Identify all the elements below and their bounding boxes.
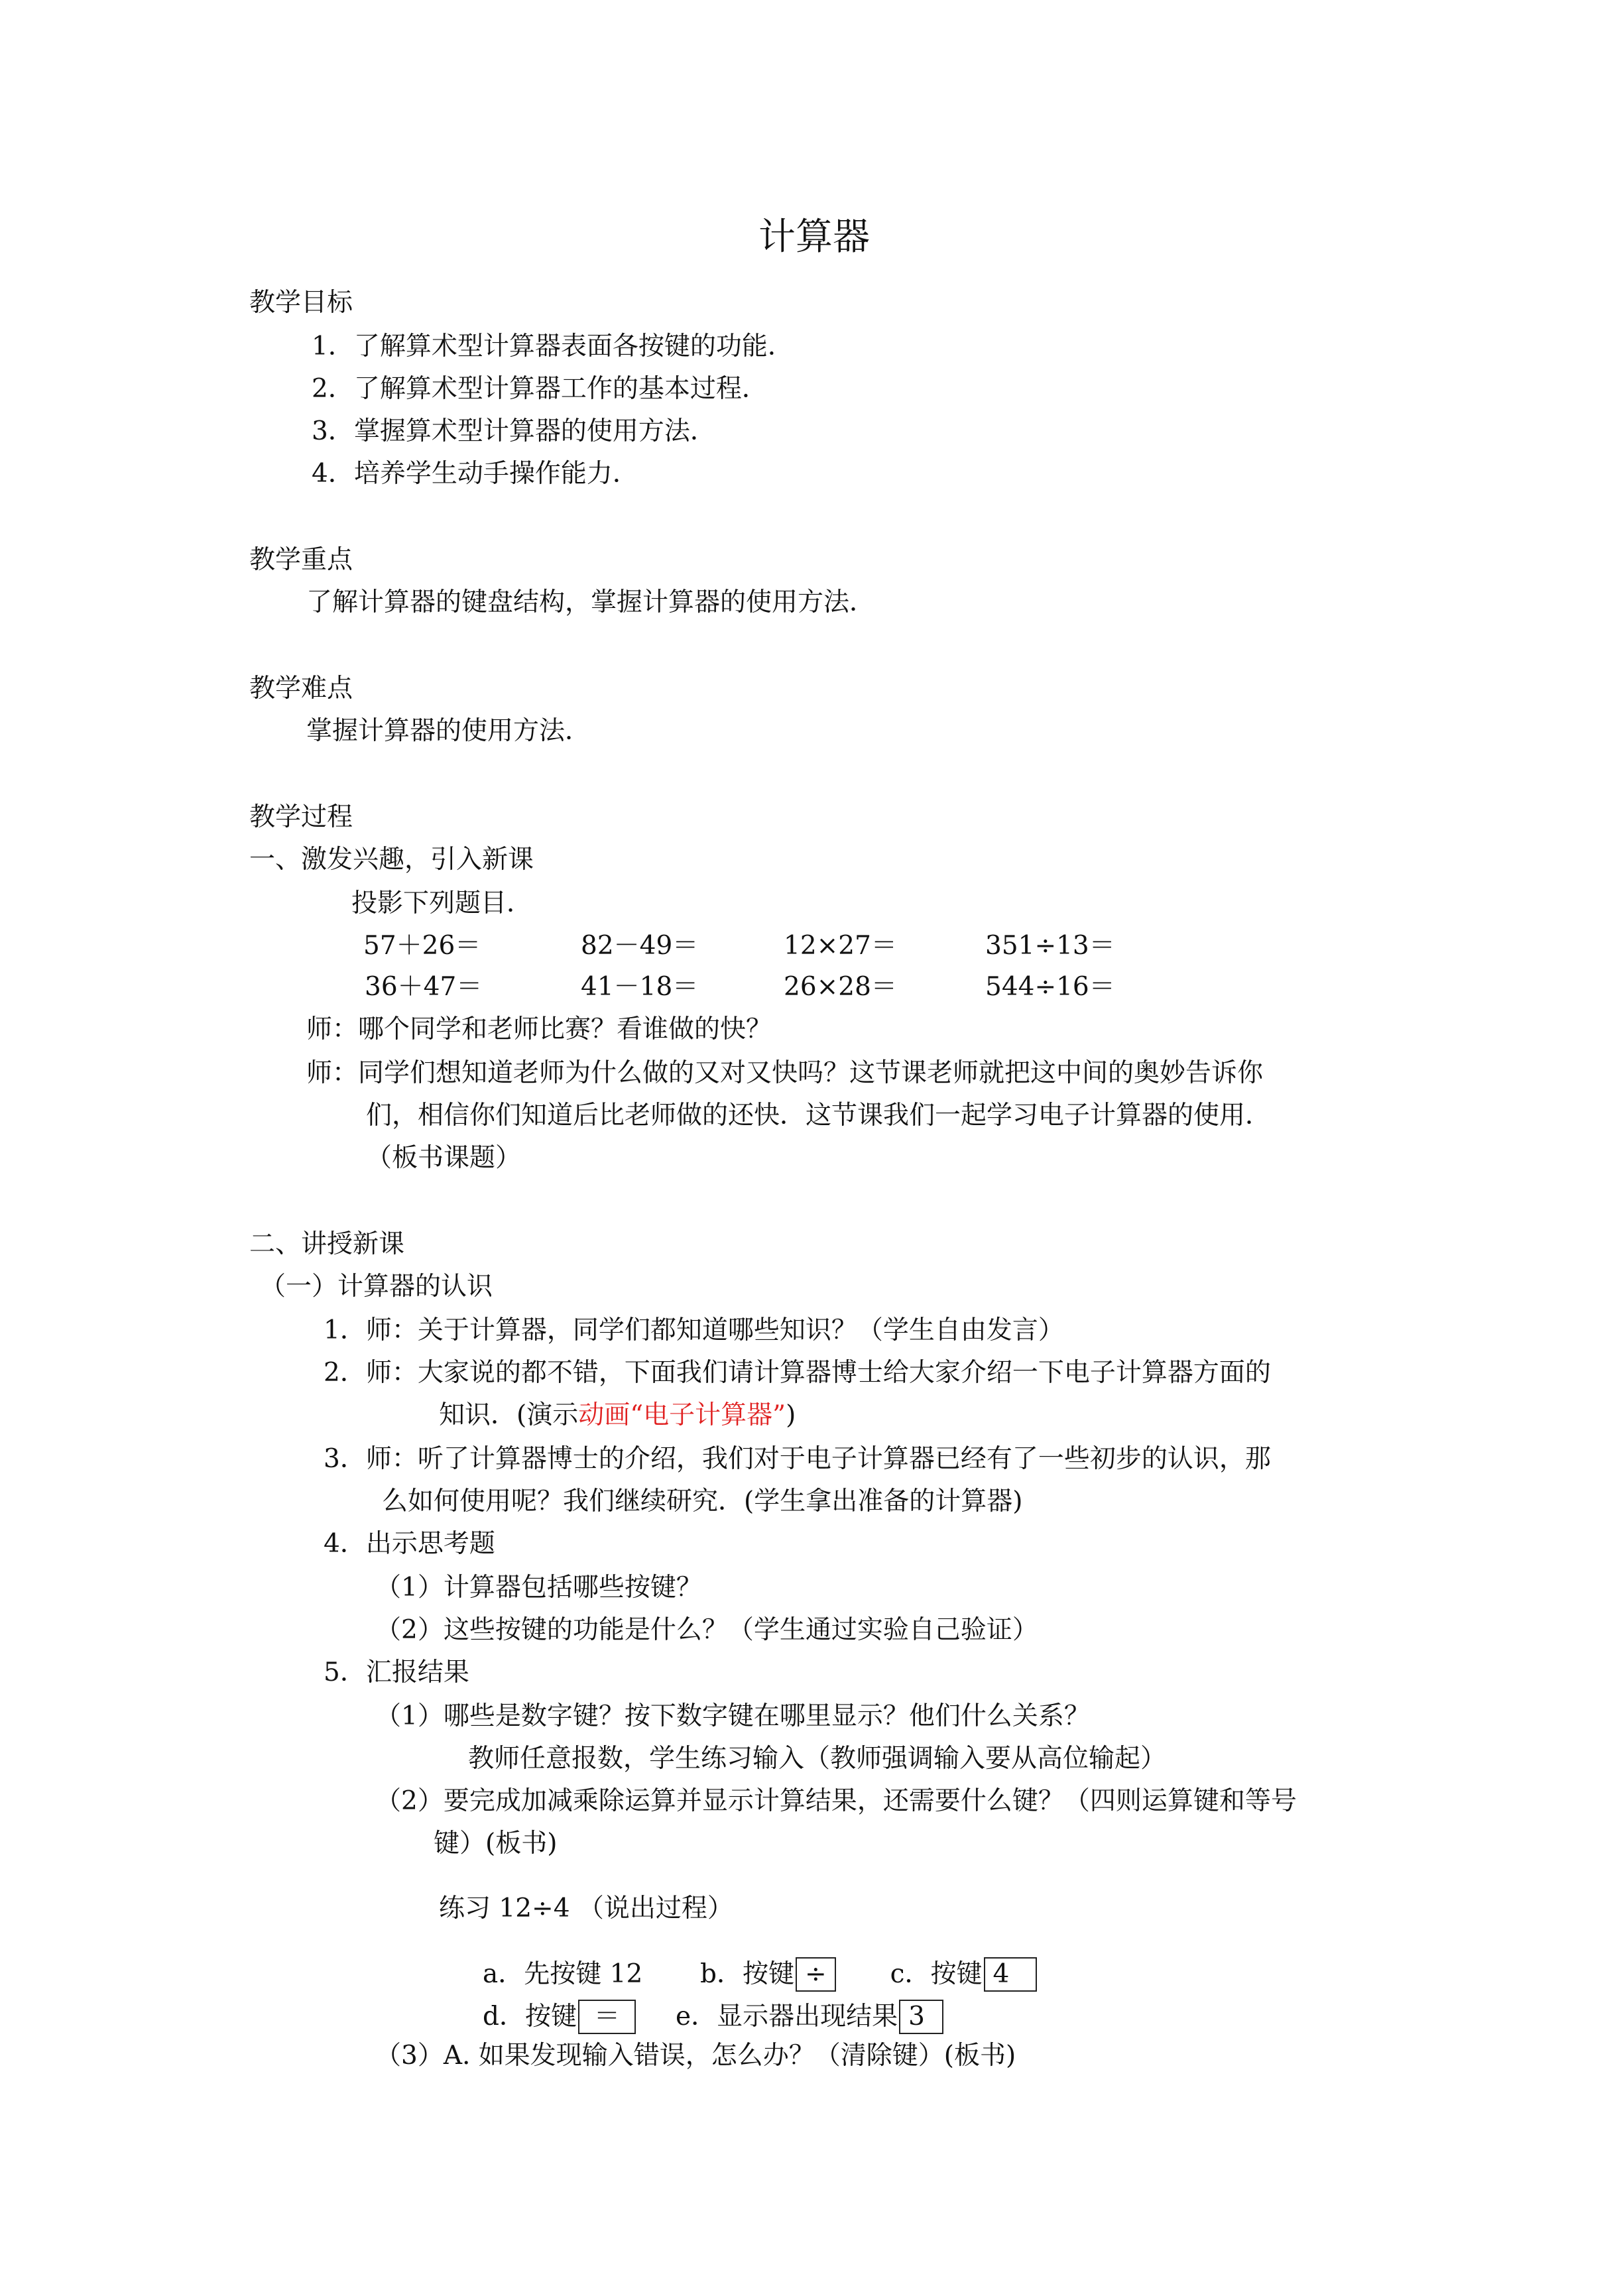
projection-intro: 投影下列题目． xyxy=(351,888,533,918)
problem: 82－49＝ xyxy=(581,931,699,961)
result-item: （2）要完成加减乘除运算并显示计算结果，还需要什么键？（四则运算键和等号 xyxy=(375,1786,1297,1816)
equals-key: ＝ xyxy=(578,2000,636,2034)
problem: 351÷13＝ xyxy=(985,931,1115,961)
step-item: 3．师：听了计算器博士的介绍，我们对于电子计算器已经有了一些初步的认识，那 xyxy=(324,1444,1271,1474)
problem: 544÷16＝ xyxy=(985,972,1115,1002)
section-heading-process: 教学过程 xyxy=(249,802,353,832)
result-display: 3 xyxy=(899,2000,943,2034)
practice-line: 练习 12÷4 （说出过程） xyxy=(439,1894,733,1923)
practice-step-b: b．按键 xyxy=(700,1959,794,1989)
teacher-line: 师：同学们想知道老师为什么做的又对又快吗？这节课老师就把这中间的奥妙告诉你 xyxy=(306,1058,1264,1088)
result-subitem: 教师任意报数，学生练习输入（教师强调输入要从高位输起） xyxy=(468,1744,1167,1774)
practice-step-d: d．按键 xyxy=(483,2002,577,2031)
step-item-cont: 么如何使用呢？我们继续研究．(学生拿出准备的计算器) xyxy=(382,1486,1023,1516)
four-key: 4 xyxy=(984,1957,1038,1992)
practice-step-row xyxy=(483,2000,943,2034)
section-heading-goals: 教学目标 xyxy=(249,288,353,318)
practice-step-c: c．按键 xyxy=(890,1959,983,1989)
step-item: 4．出示思考题 xyxy=(324,1529,495,1559)
part-two-heading: 二、讲授新课 xyxy=(249,1229,405,1259)
section-heading-difficulty: 教学难点 xyxy=(249,674,353,703)
step-item-cont xyxy=(439,1400,796,1431)
step-text: 知识．(演示 xyxy=(439,1400,579,1430)
step-text: ) xyxy=(786,1400,796,1430)
animation-link[interactable]: 动画“电子计算器” xyxy=(578,1400,786,1430)
practice-step-row xyxy=(483,1957,1037,1992)
problem: 41－18＝ xyxy=(581,972,699,1002)
question-item: （2）这些按键的功能是什么？（学生通过实验自己验证） xyxy=(375,1615,1038,1645)
practice-step-e: e．显示器出现结果 xyxy=(675,2002,898,2031)
teacher-line: 师：哪个同学和老师比赛？看谁做的快？ xyxy=(306,1014,772,1044)
part-one-heading: 一、激发兴趣，引入新课 xyxy=(249,845,534,875)
problem: 36＋47＝ xyxy=(365,972,483,1002)
goal-item: 2．了解算术型计算器工作的基本过程． xyxy=(312,374,768,404)
result-item: （1）哪些是数字键？按下数字键在哪里显示？他们什么关系？ xyxy=(375,1701,1090,1731)
key-point-text: 了解计算器的键盘结构，掌握计算器的使用方法． xyxy=(306,587,876,617)
result-item: （3）A. 如果发现输入错误，怎么办？（清除键）(板书) xyxy=(375,2041,1016,2071)
part-two-subheading: （一）计算器的认识 xyxy=(260,1272,493,1301)
result-item-cont: 键）(板书) xyxy=(434,1829,558,1858)
divide-key: ÷ xyxy=(796,1957,836,1992)
question-item: （1）计算器包括哪些按键？ xyxy=(375,1573,702,1602)
step-item: 1．师：关于计算器，同学们都知道哪些知识？（学生自由发言） xyxy=(324,1315,1064,1345)
teacher-line-cont: 们，相信你们知道后比老师做的还快．这节课我们一起学习电子计算器的使用． xyxy=(366,1101,1272,1130)
section-heading-key: 教学重点 xyxy=(249,545,353,575)
problem: 12×27＝ xyxy=(784,931,897,961)
practice-step-a: a．先按键 12 xyxy=(483,1959,643,1989)
goal-item: 3．掌握算术型计算器的使用方法． xyxy=(312,416,716,446)
teacher-line-cont: （板书课题） xyxy=(366,1143,522,1173)
goal-item: 1．了解算术型计算器表面各按键的功能． xyxy=(312,332,794,361)
goal-item: 4．培养学生动手操作能力． xyxy=(312,459,638,489)
problem: 26×28＝ xyxy=(784,972,897,1002)
problem: 57＋26＝ xyxy=(363,931,481,961)
difficulty-text: 掌握计算器的使用方法． xyxy=(306,716,591,746)
page-title: 计算器 xyxy=(758,215,870,259)
step-item: 5．汇报结果 xyxy=(324,1658,469,1687)
step-item: 2．师：大家说的都不错，下面我们请计算器博士给大家介绍一下电子计算器方面的 xyxy=(324,1358,1271,1388)
